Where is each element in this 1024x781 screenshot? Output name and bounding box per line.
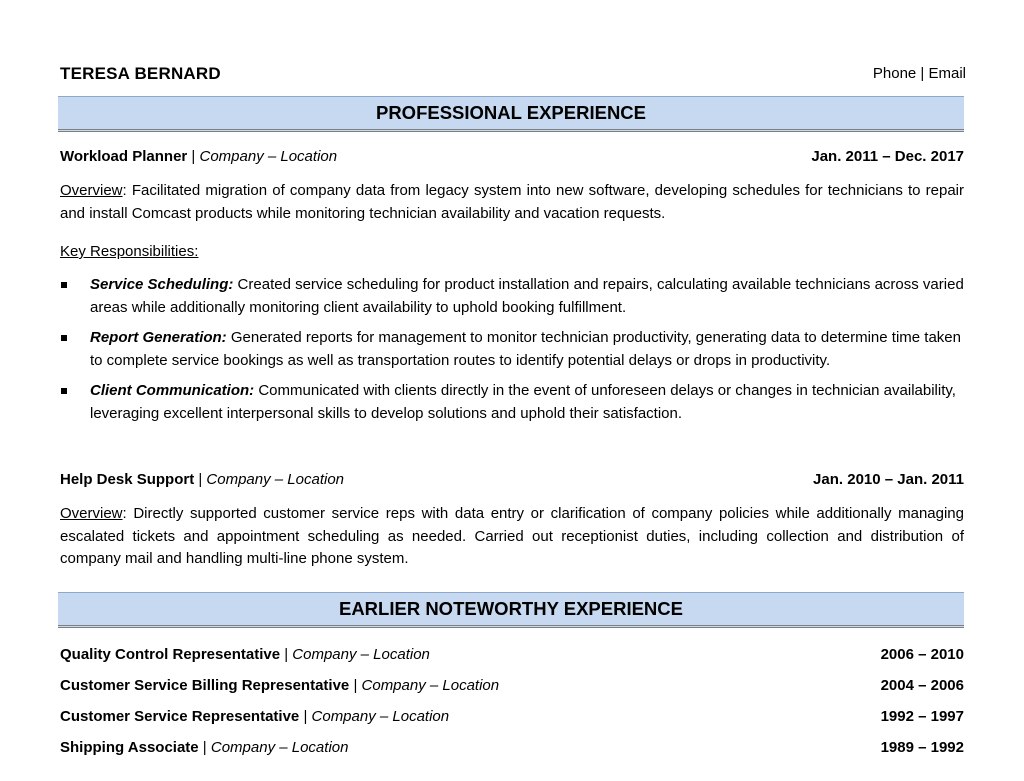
separator: | (198, 739, 211, 756)
job-company: Company – Location (292, 646, 430, 663)
bullet-lead: Client Communication: (90, 382, 255, 399)
section-heading-professional: PROFESSIONAL EXPERIENCE (58, 96, 964, 132)
separator: | (194, 471, 207, 488)
job-dates: 1989 – 1992 (880, 739, 964, 756)
bullet-square-icon (61, 335, 67, 341)
overview-label: Overview (60, 505, 123, 522)
candidate-name: TERESA BERNARD (60, 64, 221, 83)
bullet-square-icon (61, 388, 67, 394)
resume-header (60, 64, 966, 86)
earlier-experience-list (60, 646, 964, 770)
job-company: Company – Location (210, 739, 349, 756)
job-overview (60, 503, 964, 571)
job-title: Quality Control Representative (60, 646, 281, 663)
key-responsibilities-label (60, 241, 964, 264)
job-heading (60, 471, 964, 491)
bullet-lead: Report Generation: (90, 329, 227, 346)
job-heading (60, 148, 964, 168)
job-company: Company – Location (199, 148, 338, 165)
job-title: Workload Planner (60, 148, 188, 165)
job-title: Customer Service Billing Representative (60, 677, 350, 694)
list-item (60, 274, 964, 319)
list-item (60, 677, 964, 708)
separator: | (280, 646, 293, 663)
overview-text: : Facilitated migration of company data from legacy system into new software, developing schedules for technicians to repair and install Comcast products while monitoring technician availability and vacation requests. (60, 182, 964, 222)
list-item (60, 380, 964, 425)
job-dates: Jan. 2011 – Dec. 2017 (811, 148, 964, 165)
job-dates: 2004 – 2006 (880, 677, 964, 694)
bullet-text: Generated reports for management to monitor technician productivity, generating data to determine time taken to complete service bookings as well as transportation routes to identify potential delays or drops in productivity. (90, 329, 961, 369)
overview-label: Overview (60, 182, 123, 199)
job-company: Company – Location (206, 471, 345, 488)
contact-info: Phone | Email (872, 65, 966, 82)
job-dates: 2006 – 2010 (880, 646, 964, 663)
separator: | (349, 677, 362, 694)
job-company: Company – Location (311, 708, 450, 725)
key-responsibilities-text: Key Responsibilities: (60, 243, 199, 260)
list-item (60, 646, 964, 677)
list-item (60, 327, 964, 372)
bullet-square-icon (61, 282, 67, 288)
job-title: Customer Service Representative (60, 708, 300, 725)
separator: | (299, 708, 312, 725)
job-dates: Jan. 2010 – Jan. 2011 (813, 471, 964, 488)
job-title: Help Desk Support (60, 471, 195, 488)
list-item (60, 739, 964, 770)
job-dates: 1992 – 1997 (880, 708, 964, 725)
separator: | (187, 148, 200, 165)
job-title: Shipping Associate (60, 739, 199, 756)
overview-text: : Directly supported customer service reps with data entry or clarification of company policies while additionally managing escalated tickets and appointment scheduling as needed. Carried out receptionist duties, including collection and distribution of company mail and handling multi-line phone system. (60, 505, 964, 567)
bullet-text: Communicated with clients directly in the event of unforeseen delays or changes in technician availability, leveraging excellent interpersonal skills to develop solutions and uphold their satisfaction. (90, 382, 956, 422)
section-heading-earlier: EARLIER NOTEWORTHY EXPERIENCE (58, 592, 964, 628)
responsibility-list (60, 274, 964, 433)
bullet-text: Created service scheduling for product installation and repairs, calculating available technicians across varied areas while additionally monitoring client availability to uphold booking fulfillment. (90, 276, 964, 316)
job-overview (60, 180, 964, 225)
list-item (60, 708, 964, 739)
bullet-lead: Service Scheduling: (90, 276, 234, 293)
job-company: Company – Location (361, 677, 500, 694)
